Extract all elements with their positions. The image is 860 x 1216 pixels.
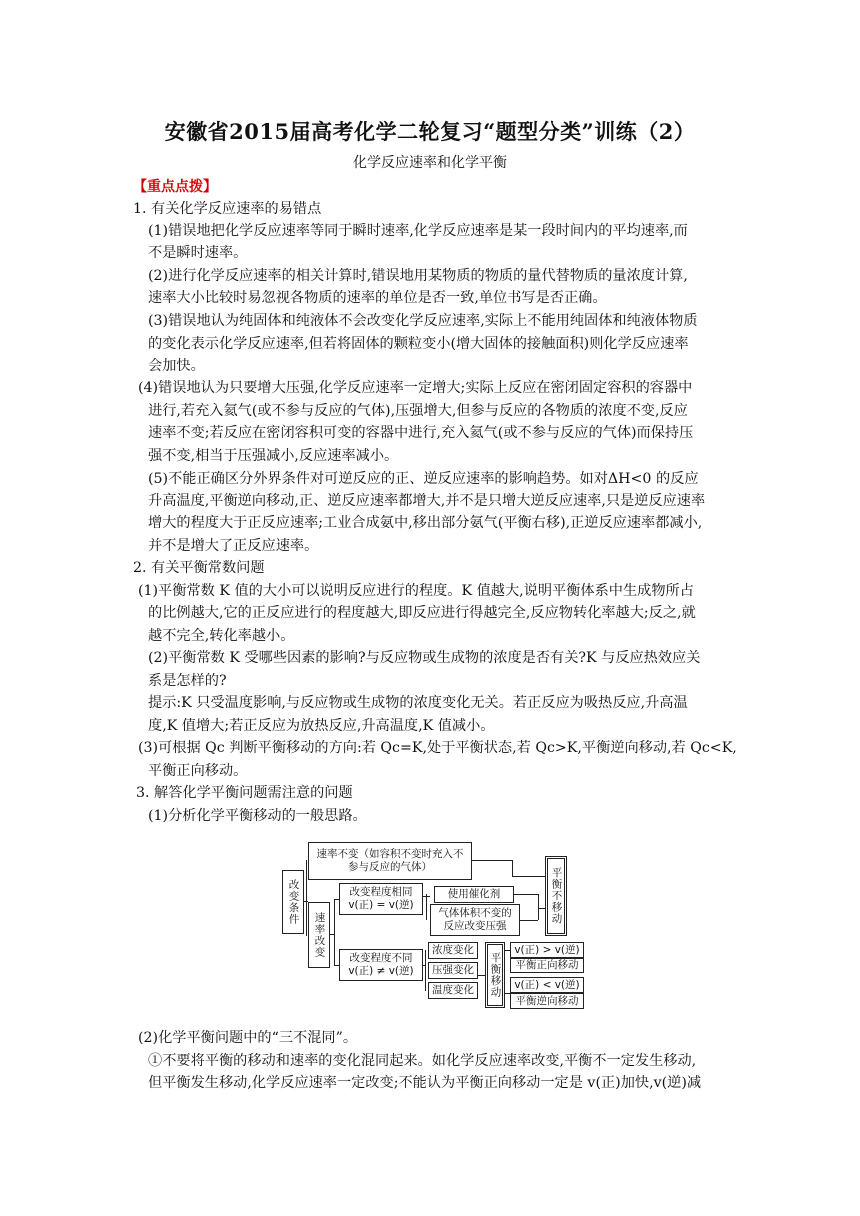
text-line: 3. 解答化学平衡问题需注意的问题 [136, 785, 353, 801]
text-line: 速率不变;若反应在密闭容积可变的容器中进行,充入氦气(或不参与反应的气体)而保持压 [148, 425, 694, 441]
text-line: (4)错误地认为只要增大压强,化学反应速率一定增大;实际上反应在密闭固定容积的容器中 [138, 380, 693, 396]
node-use-catalyst: 使用催化剂 [434, 886, 514, 903]
text-line: (2)化学平衡问题中的“三不混同”。 [138, 1030, 358, 1046]
node-forward-cond: v(正) > v(逆) [510, 942, 584, 958]
node-press-change: 压强变化 [428, 962, 478, 979]
text-line: 速率大小比较时易忽视各物质的速率的单位是否一致,单位书写是否正确。 [148, 290, 607, 306]
text-line: (1)错误地把化学反应速率等同于瞬时速率,化学反应速率是某一段时间内的平均速率,而 [148, 223, 688, 239]
node-change-conditions: 改变条件 [282, 870, 304, 934]
node-gas-volume-unchanged: 气体体积不变的反应改变压强 [430, 904, 520, 936]
text-line: 并不是增大了正反应速率。 [148, 538, 319, 554]
node-rate-changed: 速率改变 [308, 902, 330, 968]
text-line: ①不要将平衡的移动和速率的变化混同起来。如化学反应速率改变,平衡不一定发生移动, [148, 1053, 697, 1069]
node-eq-not-moving: 平衡不移动 [545, 856, 567, 936]
node-temp-change: 温度变化 [428, 982, 478, 999]
text-line: 但平衡发生移动,化学反应速率一定改变;不能认为平衡正向移动一定是 v(正)加快,v(逆)减 [148, 1075, 702, 1091]
text-line: 提示:K 只受温度影响,与反应物或生成物的浓度变化无关。若正反应为吸热反应,升高温 [148, 695, 688, 711]
node-eq-moving: 平衡移动 [485, 942, 505, 1008]
equilibrium-flowchart [282, 838, 587, 1010]
node-reverse-move: 平衡逆向移动 [510, 993, 584, 1009]
text-line: (3)可根据 Qc 判断平衡移动的方向:若 Qc=K,处于平衡状态,若 Qc>K,平衡逆向移动,若 Qc<K, [138, 740, 737, 756]
text-line: 的比例越大,它的正反应进行的程度越大,即反应进行得越完全,反应物转化率越大;反之,就 [148, 605, 696, 621]
text-line: 升高温度,平衡逆向移动,正、逆反应速率都增大,并不是只增大逆反应速率,只是逆反应速率 [148, 493, 706, 509]
text-line: 会加快。 [148, 358, 205, 374]
node-diff-degree: 改变程度不同 v(正) ≠ v(逆) [339, 949, 423, 981]
text-line: 1. 有关化学反应速率的易错点 [133, 201, 322, 217]
section-heading: 【重点点拨】 [133, 179, 217, 195]
text-line: (1)分析化学平衡移动的一般思路。 [148, 808, 367, 824]
page-title: 安徽省2015届高考化学二轮复习“题型分类”训练（2） [164, 119, 696, 144]
text-line: 强不变,相当于压强减小,反应速率减小。 [148, 448, 399, 464]
text-line: (5)不能正确区分外界条件对可逆反应的正、逆反应速率的影响趋势。如对ΔH<0 的反应 [148, 471, 699, 487]
text-line: (3)错误地认为纯固体和纯液体不会改变化学反应速率,实际上不能用纯固体和纯液体物质 [148, 313, 698, 329]
page-subtitle: 化学反应速率和化学平衡 [353, 155, 507, 171]
text-line: (2)进行化学反应速率的相关计算时,错误地用某物质的物质的量代替物质的量浓度计算, [148, 268, 688, 284]
text-line: (1)平衡常数 K 值的大小可以说明反应进行的程度。K 值越大,说明平衡体系中生成物所占 [138, 583, 694, 599]
node-forward-move: 平衡正向移动 [510, 958, 584, 973]
text-line: 系是怎样的? [148, 673, 227, 689]
text-line: 不是瞬时速率。 [148, 245, 248, 261]
node-rate-unchanged: 速率不变（如容积不变时充入不参与反应的气体） [308, 842, 472, 880]
text-line: 平衡正向移动。 [148, 763, 248, 779]
text-line: 越不完全,转化率越小。 [148, 628, 295, 644]
text-line: 的变化表示化学反应速率,但若将固体的颗粒变小(增大固体的接触面积)则化学反应速率 [148, 336, 689, 352]
text-line: 增大的程度大于正反应速率;工业合成氨中,移出部分氨气(平衡右移),正逆反应速率都减小, [148, 515, 703, 531]
text-line: 进行,若充入氦气(或不参与反应的气体),压强增大,但参与反应的各物质的浓度不变,反应 [148, 403, 688, 419]
node-conc-change: 浓度变化 [428, 942, 478, 959]
node-reverse-cond: v(正) < v(逆) [510, 977, 584, 993]
text-line: (2)平衡常数 K 受哪些因素的影响?与反应物或生成物的浓度是否有关?K 与反应热效应关 [148, 650, 701, 666]
text-line: 2. 有关平衡常数问题 [133, 560, 265, 576]
node-same-degree: 改变程度相同 v(正) = v(逆) [339, 883, 423, 915]
text-line: 度,K 值增大;若正反应为放热反应,升高温度,K 值减小。 [148, 718, 495, 734]
